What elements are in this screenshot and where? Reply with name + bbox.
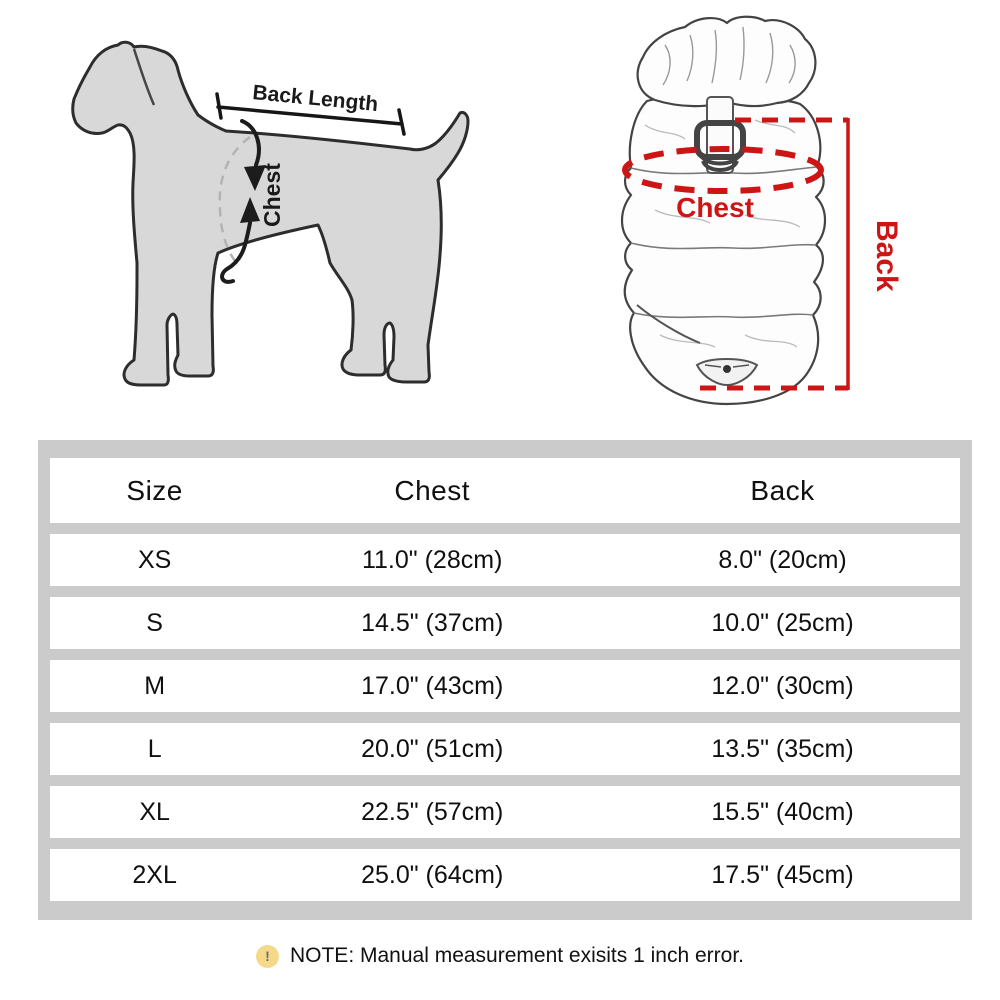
cell-back: 10.0" (25cm) [711,608,854,637]
vest-collar [638,17,816,106]
vest-back-label: Back [870,220,903,292]
cell-back: 13.5" (35cm) [711,734,854,763]
note-bar [0,944,1000,968]
cell-size: 2XL [132,860,177,889]
cell-back: 17.5" (45cm) [711,860,854,889]
cell-size: L [147,734,162,763]
cell-chest: 11.0" (28cm) [361,545,503,574]
vest-logo-emblem [723,365,731,373]
cell-back: 8.0" (20cm) [718,545,847,574]
vest-measure-diagram [585,5,985,420]
cell-size: M [144,671,166,700]
table-header-row [50,458,960,523]
cell-size: XS [137,545,172,574]
cell-chest: 17.0" (43cm) [361,671,504,700]
back-length-label: Back Length [251,81,380,117]
header-size: Size [126,474,183,506]
cell-chest: 22.5" (57cm) [361,797,504,826]
table-row [50,849,960,901]
cell-size: XL [139,797,170,826]
table-row [50,534,960,586]
cell-chest: 20.0" (51cm) [361,734,504,763]
header-back: Back [750,474,815,506]
table-row [50,597,960,649]
cell-chest: 14.5" (37cm) [361,608,504,637]
table-row [50,660,960,712]
cell-chest: 25.0" (64cm) [361,860,504,889]
cell-back: 15.5" (40cm) [711,797,854,826]
table-row [50,786,960,838]
dog-measure-diagram [30,15,510,425]
note-text: NOTE: Manual measurement exisits 1 inch error. [289,944,744,967]
cell-back: 12.0" (30cm) [711,671,854,700]
size-table [38,440,972,920]
cell-size: S [146,608,163,637]
dog-chest-label: Chest [259,163,285,227]
header-chest: Chest [394,474,471,506]
warning-icon: ! [256,945,279,968]
table-row [50,723,960,775]
vest-chest-label: Chest [676,192,754,223]
